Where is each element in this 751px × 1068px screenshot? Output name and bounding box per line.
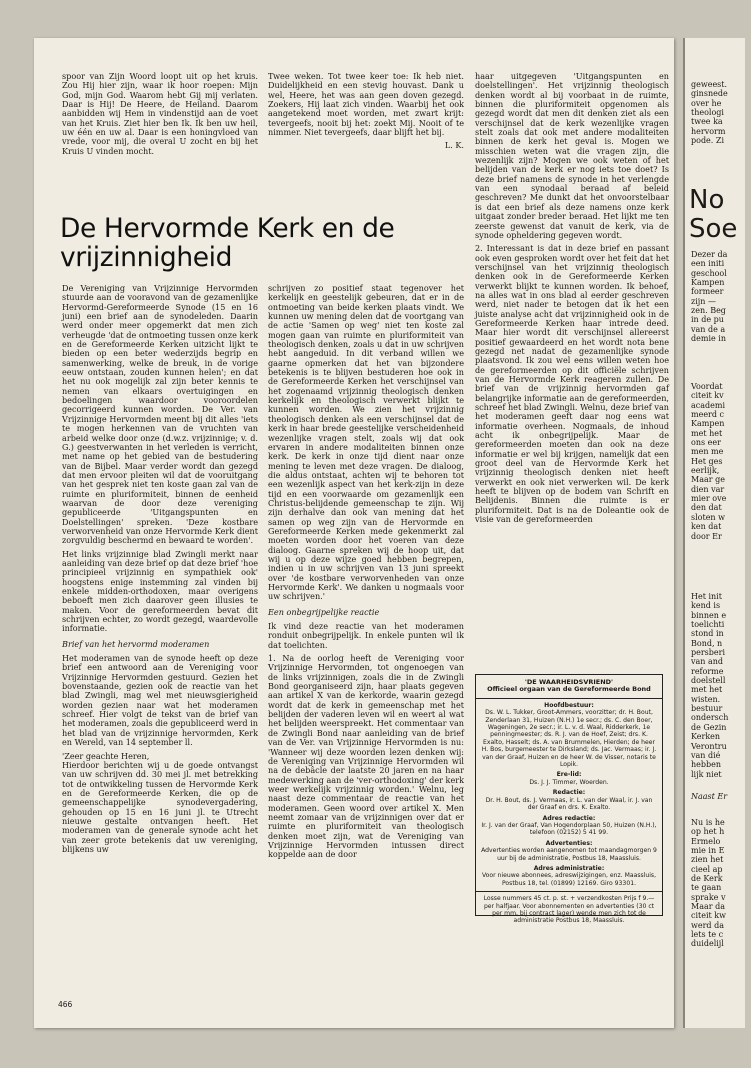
next-page-text-fragment: kend is (691, 601, 721, 611)
colophon-title: 'DE WAARHEIDSVRIEND' (524, 678, 614, 686)
meditation-ending-text-2: Twee weken. Tot twee keer toe: Ik heb niet. Duidelijkheid en een stevig houvast. Dank u wel, Heere, het was aan geen doven gezegd. Zoekers, Hij laat zich vinden. Waarbij het ook aangetekend moet worden, met zwart krijt: tevergeefs, nooit bij het: zoekt Mij. Nooit of te nimmer. Niet tevergeefs, daar blijft het bij. (268, 71, 464, 138)
next-page-text-fragment: van de a (691, 324, 726, 334)
next-page-text-fragment: men me (691, 447, 724, 457)
magazine-page (34, 38, 674, 1028)
next-page-text-fragment: Soe (689, 214, 738, 244)
next-page-text-fragment: Verontru (691, 741, 727, 751)
next-page-text-fragment: reforme (691, 666, 724, 676)
next-page-text-fragment: Kerken (691, 732, 721, 742)
editorial-heading: Redactie: (552, 789, 586, 797)
next-page-text-fragment: eerlijk, (691, 466, 720, 476)
next-page-text-fragment: lijk niet (691, 769, 722, 779)
column-2-intro (268, 72, 464, 172)
page-number: 466 (58, 1000, 73, 1009)
meditation-ending-text: spoor van Zijn Woord loopt uit op het kruis. Zou Hij hier zijn, waar ik hoor roepen: Mijn God, mijn God. Waarom hebt Gij mij verlaten. Daar is Hij! De Heere, de Heiland. Daarom aanbidden wij Hem in vindenstijd aan de voet van het Kruis. Ziet hier ben Ik. Ik ben uw heil, uw één en uw al. Daar is een honingvloed van vrede, voor mij, die overal U zocht en bij het Kruis U vinden mocht. (62, 71, 258, 156)
next-page-text-fragment: werd da (691, 920, 724, 930)
honorary-member: Ds. J. J. Timmer, Woerden. (529, 778, 609, 786)
next-page-text-fragment: twee ka (691, 117, 723, 127)
column-1-body (62, 284, 258, 1004)
next-page-text-fragment: zijn — (691, 296, 716, 306)
next-page-text-fragment: zen. Beg (691, 306, 726, 316)
next-page-text-fragment: Maar da (691, 902, 725, 912)
next-page-text-fragment: citeit kv (691, 391, 724, 401)
column-3-body (475, 72, 669, 668)
article-title: De Hervormde Kerk en de vrijzinnigheid (60, 213, 395, 273)
letter-continuation: schrijven zo positief staat tegenover het kerkelijk en geestelijk gebeuren, dat er in de ontmoeting van beide kerken plaats vindt. We kunnen uw mening delen dat de voortgang van de actie 'Samen op weg' niet ten koste zal mogen gaan van ruimte en pluriformiteit van theologisch denken, zoals u dat in uw schrijven hebt aangeduid. In dit verband willen we gaarne opmerken dat het van bijzondere betekenis is te blijven bestuderen hoe ook in de Gereformeerde Kerken het verschijnsel van het zogenaamd vrijzinnig theologisch denken kerkelijk en theologisch verwerkt blijkt te kunnen worden. We zien het vrijzinnig theologisch denken als een verschijnsel dat de kerk in haar brede geestelijke verscheidenheid wezenlijke vragen stelt, zoals wij dat ook ervaren in andere modaliteiten binnen onze kerk. De kerk in onze tijd dient naar onze mening te leven met deze vragen. De dialoog, die aldus ontstaat, achten wij te behoren tot een wezenlijk aspect van het kerk-zijn in deze tijd en een voorwaarde om gezamenlijk een Christus-belijdende gemeenschap te zijn. Wij zijn derhalve dan ook van mening dat het samen op weg zijn van de Hervormde en Gereformeerde Kerken mede gekenmerkt zal moeten worden door het voeren van deze dialoog. Gaarne spreken wij de hoop uit, dat wij u op deze wijze goed hebben begrepen, indien u in uw schrijven van 13 juni spreekt over 'de kostbare verworvenheden van onze Hervormde Kerk'. We danken u nogmaals voor uw schrijven.' (268, 283, 464, 602)
next-page-text-fragment: meerd c (691, 410, 725, 420)
next-page-text-fragment: Kampen (691, 419, 725, 429)
next-page-fragments-d (691, 818, 751, 949)
next-page-edge (683, 38, 745, 1028)
next-page-text-fragment: Dezer da (691, 250, 728, 259)
editorial-address-heading: Adres redactie: (542, 814, 596, 822)
next-page-text-fragment: hervorm (691, 126, 726, 136)
next-page-text-fragment: pode. Zi (691, 136, 724, 146)
next-page-text-fragment: ondersch (691, 713, 729, 723)
board-members: Ds. W. L. Tukker, Groot-Ammers, voorzitter; dr. H. Bout, Zenderlaan 31, Huizen (N.H.) 1e secr.; ds. C. den Boer, Wageningen, 2e secr.; ir. L. v. d. Waal, Ridderkerk, 1e penningmeester; ds. R. J. van de Hoef, Zeist; drs. K. Exalto, Hasselt; ds. A. van Brummelen, Hierden; de heer H. Bos, burgemeester te Dirksland; ds. Jac. Vermaas; ir. J. van der Graaf, Huizen en de heer W. de Visser, notaris te Lopik. (481, 709, 657, 769)
next-page-text-fragment: academi (691, 400, 726, 410)
section-subheading: Een onbegrijpelijke reactie (268, 606, 380, 617)
honorary-heading: Ere-lid: (556, 771, 582, 779)
section-subheading: Brief van het hervormd moderamen (62, 638, 210, 649)
next-page-text-fragment: theologi (691, 108, 724, 118)
paragraph: haar uitgegeven 'Uitgangspunten en doelstellingen'. Het vrijzinnig theologisch denken wordt al bij voorbaat in de ruimte, binnen die pluriformiteit opgenomen als gezegd wordt dat men dit denken ziet als een verschijnsel dat de kerk wezenlijke vragen stelt zoals dat ook met andere modaliteiten binnen de kerk het geval is. Mogen we misschien weten wat die vragen zijn, die wezenlijk zijn? Mogen we ook weten of het belijden van de kerk er nog iets toe doet? Is deze brief namens de synode in het verlengde van een synodaal beraad af beleid geschreven? Me dunkt dat het onvoorstelbaar is dat een brief als deze namens onze kerk uitgaat zonder breder beraad. Het lijkt me ten zeerste gewenst dat vanuit de kerk, via de synode opheldering gegeven wordt. (475, 71, 669, 240)
next-page-text-fragment: Het ges (691, 456, 723, 466)
next-page-text-fragment: toelichti (691, 620, 725, 630)
next-page-text-fragment: geschool (691, 268, 727, 278)
next-page-text-fragment: geweest. (691, 80, 728, 89)
next-page-text-fragment: No (689, 185, 725, 215)
next-page-text-fragment: bestuur (691, 704, 723, 714)
next-page-text-fragment: Voordat (691, 382, 723, 391)
paragraph: Ik vind deze reactie van het moderamen ronduit onbegrijpelijk. In enkele punten wil ik dat toelichten. (268, 621, 464, 650)
ads-heading: Advertenties: (545, 839, 593, 847)
next-page-fragments-c (691, 592, 751, 779)
next-page-fragments-a (691, 250, 751, 343)
price-info: Losse nummers 45 ct. p. st. + verzendkosten Prijs f 9.— per halfjaar. Voor abonnementen en advertenties (30 ct per mm, bij contract lager) wende men zich tot de administratie Postbus 18, Maassluis. (483, 895, 655, 925)
next-page-text-fragment: door Er (691, 531, 722, 541)
paragraph: 1. Na de oorlog heeft de Vereniging voor Vrijzinnige Hervormden, tot ongenoegen van de links vrijzinnigen, zoals die in de Zwingli Bond georganiseerd zijn, haar plaats gegeven aan artikel X van de kerkorde, waarin gezegd wordt dat de kerk in gemeenschap met het belijden der vaderen leven wil en weert al wat het belijden weerspreekt. Het commentaar van de Zwingli Bond naar aanleiding van de brief van de Ver. van Vrijzinnige Hervormden is nu: 'Wanneer wij deze woorden lezen denken wij: de Vereniging van Vrijzinnige Hervormden wil na de debâcle der laatste 20 jaren en na haar medewerking aan de 'ver-orthodoxing' der kerk weer werkelijk vrijzinnig worden.' Welnu, leg naast deze commentaar de reactie van het moderamen. Geen woord over artikel X. Men neemt zomaar van de vrijzinnigen over dat er ruimte en pluriformiteit van theologisch denken moet zijn, wat de Vereniging van Vrijzinnige Hervormden intussen direct koppelde aan de door (268, 653, 465, 860)
next-page-text-fragment: sloten w (691, 512, 725, 522)
column-1-intro (62, 72, 258, 168)
colophon-box (475, 674, 663, 925)
column-2-body (268, 284, 464, 1004)
next-page-text-fragment: den dat (691, 503, 722, 513)
next-page-text-fragment: Bond, n (691, 638, 723, 648)
next-page-text-fragment: van dié (691, 750, 721, 760)
next-page-text-fragment: citeit kw (691, 911, 726, 921)
colophon-divider (476, 891, 662, 892)
next-page-heading-fragment (689, 186, 737, 244)
next-page-text-fragment: met het (691, 685, 723, 695)
next-page-text-fragment: hebben (691, 760, 722, 770)
next-page-text-fragment: Nu is he (691, 818, 725, 827)
next-page-text-fragment: de Gezin (691, 722, 727, 732)
next-page-text-fragment: Kampen (691, 278, 725, 288)
next-page-text-fragment: op het h (691, 827, 725, 837)
next-page-text-fragment: sprake v (691, 892, 726, 902)
letter-quote: 'Zeer geachte Heren, Hierdoor berichten wij u de goede ontvangst van uw schrijven dd. 30 mei jl. met betrekking tot de ontwikkeling tussen de Hervormde Kerk en de Gereformeerde Kerken, die op de gemeenschappelijke synodevergadering, gehouden op 15 en 16 juni jl. te Utrecht nieuwe gestalte ontvangen heeft. Het moderamen van de generale synode acht het van zeer grote betekenis dat uw vereniging, blijkens uw (62, 750, 258, 854)
next-page-text-fragment: een initi (691, 259, 725, 269)
next-page-text-fragment: wisten. (691, 694, 721, 704)
paragraph: Het links vrijzinnige blad Zwingli merkt naar aanleiding van deze brief op dat deze brief 'hoe principieel vrijzinnig en sympathiek ook' hoogstens enige instemming zal vinden bij enkele midden-orthodoxen, maar overigens beboeft men zich daarover geen illusies te maken. Voor de gereformeerden bevat dit schrijven echter, zo wordt gezegd, waardevolle informatie. (62, 548, 258, 634)
next-page-fragments-b (691, 382, 751, 541)
next-page-top-fragments (691, 80, 751, 145)
editorial-address: Ir. J. van der Graaf, Van Hogendorplaan 50, Huizen (N.H.), telefoon (02152) 5 41 99. (481, 821, 657, 837)
next-page-text-fragment: ginsnede (691, 89, 728, 99)
editorial-members: Dr. H. Bout, ds. J. Vermaas, ir. L. van der Waal, ir. J. van der Graaf en drs. K. Exalto. (485, 796, 653, 812)
colophon-subtitle: Officieel orgaan van de Gereformeerde Bond (487, 685, 651, 694)
next-page-text-fragment: Ermelo (691, 836, 721, 846)
next-page-subheading-fragment: Naast Er (691, 792, 728, 801)
next-page-text-fragment: zien het (691, 855, 724, 865)
next-page-text-fragment: met het (691, 428, 723, 438)
next-page-text-fragment: doelstell (691, 676, 726, 686)
admin-info: Voor nieuwe abonnees, adreswijzigingen, enz. Maassluis, Postbus 18, tel. (01899) 12169. Giro 93301. (481, 872, 657, 887)
admin-heading: Adres administratie: (533, 864, 605, 872)
next-page-text-fragment: mier ove (691, 494, 727, 504)
next-page-text-fragment: duidelijl (691, 939, 724, 949)
next-page-text-fragment: stond in (691, 629, 724, 639)
next-page-text-fragment: ons eer (691, 438, 721, 448)
next-page-text-fragment: Maar ge (691, 475, 725, 485)
next-page-text-fragment: dien var (691, 484, 725, 494)
ads-info: Advertenties worden aangenomen tot maandagmorgen 9 uur bij de administratie, Postbus 18, Maassluis. (481, 847, 657, 862)
next-page-text-fragment: lets te c (691, 930, 724, 940)
next-page-text-fragment: over he (691, 98, 722, 108)
next-page-text-fragment: Het init (691, 592, 722, 601)
paragraph: Het moderamen van de synode heeft op deze brief een antwoord aan de Vereniging voor Vrijzinnige Hervormden gestuurd. Gezien het bovenstaande, gezien ook de reactie van het blad Zwingli, mag wel met nieuwsgierigheid worden gezien naar wat het moderamen schreef. Hier volgt de tekst van de brief van het moderamen, zoals die gepubliceerd werd in het blad van de vrijzinnige hervormden, Kerk en Wereld, van 14 september ll. (62, 653, 258, 748)
next-page-text-fragment: van and (691, 657, 724, 667)
next-page-text-fragment: te gaan (691, 883, 722, 893)
colophon-divider (476, 698, 662, 699)
author-signature: L. K. (444, 140, 464, 151)
next-page-text-fragment: in de pu (691, 315, 724, 325)
next-page-text-fragment: binnen e (691, 610, 727, 620)
next-page-text-fragment: demie in (691, 334, 726, 344)
next-page-text-fragment: de Kerk (691, 874, 723, 884)
next-page-text-fragment: formeer (691, 287, 724, 297)
next-page-text-fragment: ken dat (691, 522, 722, 532)
paragraph: 2. Interessant is dat in deze brief en passant ook even gesproken wordt over het feit dat het verschijnsel van het vrijzinnig theologisch denken ook in de Gereformeerde Kerken verwerkt blijkt te kunnen worden. Ik behoef, na alles wat in ons blad al eerder geschreven werd, niet nader te betogen dat ik het een juiste analyse acht dat vrijzinnigheid ook in de Gereformeerde Kerken haar intrede deed. Maar hier wordt dit verschijnsel allereerst positief gewaardeerd en het wordt nota bene gezegd net nadat de gezamenlijke synode plaatsvond. Ik zou wel eens willen weten hoe de gereformeerden op dit officiële schrijven van de Hervormde Kerk reageren zullen. De brief van de vrijzinnig hervormden gaf belangrijke informatie aan de gereformeerden, schreef het blad Zwingli. Welnu, deze brief van het moderamen geeft daar nog eens wat informatie overheen. Nogmaals, de inhoud acht ik onbegrijpelijk. Maar de gereformeerden moeten dan ook na deze informatie er wel bij krijgen, namelijk dat een groot deel van de Hervormde Kerk het vrijzinnig theologisch denken niet heeft verwerkt en ook niet verwerken wil. De kerk heeft te blijven op de bodem van Schrift en Belijdenis. Binnen die ruimte is er pluriformiteit. Dat is na de Doleantie ook de visie van de gereformeerden (475, 243, 669, 525)
next-page-text-fragment: persberi (691, 648, 726, 658)
next-page-text-fragment: mie in E (691, 846, 725, 856)
paragraph: De Vereniging van Vrijzinnige Hervormden stuurde aan de vooravond van de gezamenlijke Hervormd-Gereformeerde Synode (15 en 16 juni) een brief aan de synodeleden. Daarin werd onder meer opgemerkt dat men zich verheugde 'dat de ontmoeting tussen onze kerk en de Gereformeerde Kerken uitzicht lijkt te bieden op een beter wederzijds begrip en samenwerking, welke de breuk, in de vorige eeuw ontstaan, zouden kunnen helen'; en dat het nu ook mogelijk zal zijn beter kennis te nemen van elkaars overtuigingen en bedoelingen waardoor vooroordelen gecorrigeerd kunnen worden. De Ver. van Vrijzinnige Hervormden meent bij dit alles 'iets te mogen herkennen van de vruchten van arbeid welke door onze (d.w.z. vrijzinnige; v. d. G.) geestverwanten in het verleden is verricht, met name op het gebied van de bestudering van de Bijbel. Maar verder wordt dan gezegd dat men ervoor pleiten wil dat de vooruitgang van het gesprek niet ten koste gaan zal van de ruimte en pluriformiteit, binnen de eenheid waarvan de door deze vereniging gepubliceerde 'Uitgangspunten en Doelstellingen' spreken. 'Deze kostbare verworvenheid van onze Hervormde Kerk dient zorgvuldig beschermd en bewaard te worden'. (62, 283, 258, 546)
next-page-text-fragment: cieel ap (691, 864, 723, 874)
board-heading: Hoofdbestuur: (544, 701, 594, 709)
